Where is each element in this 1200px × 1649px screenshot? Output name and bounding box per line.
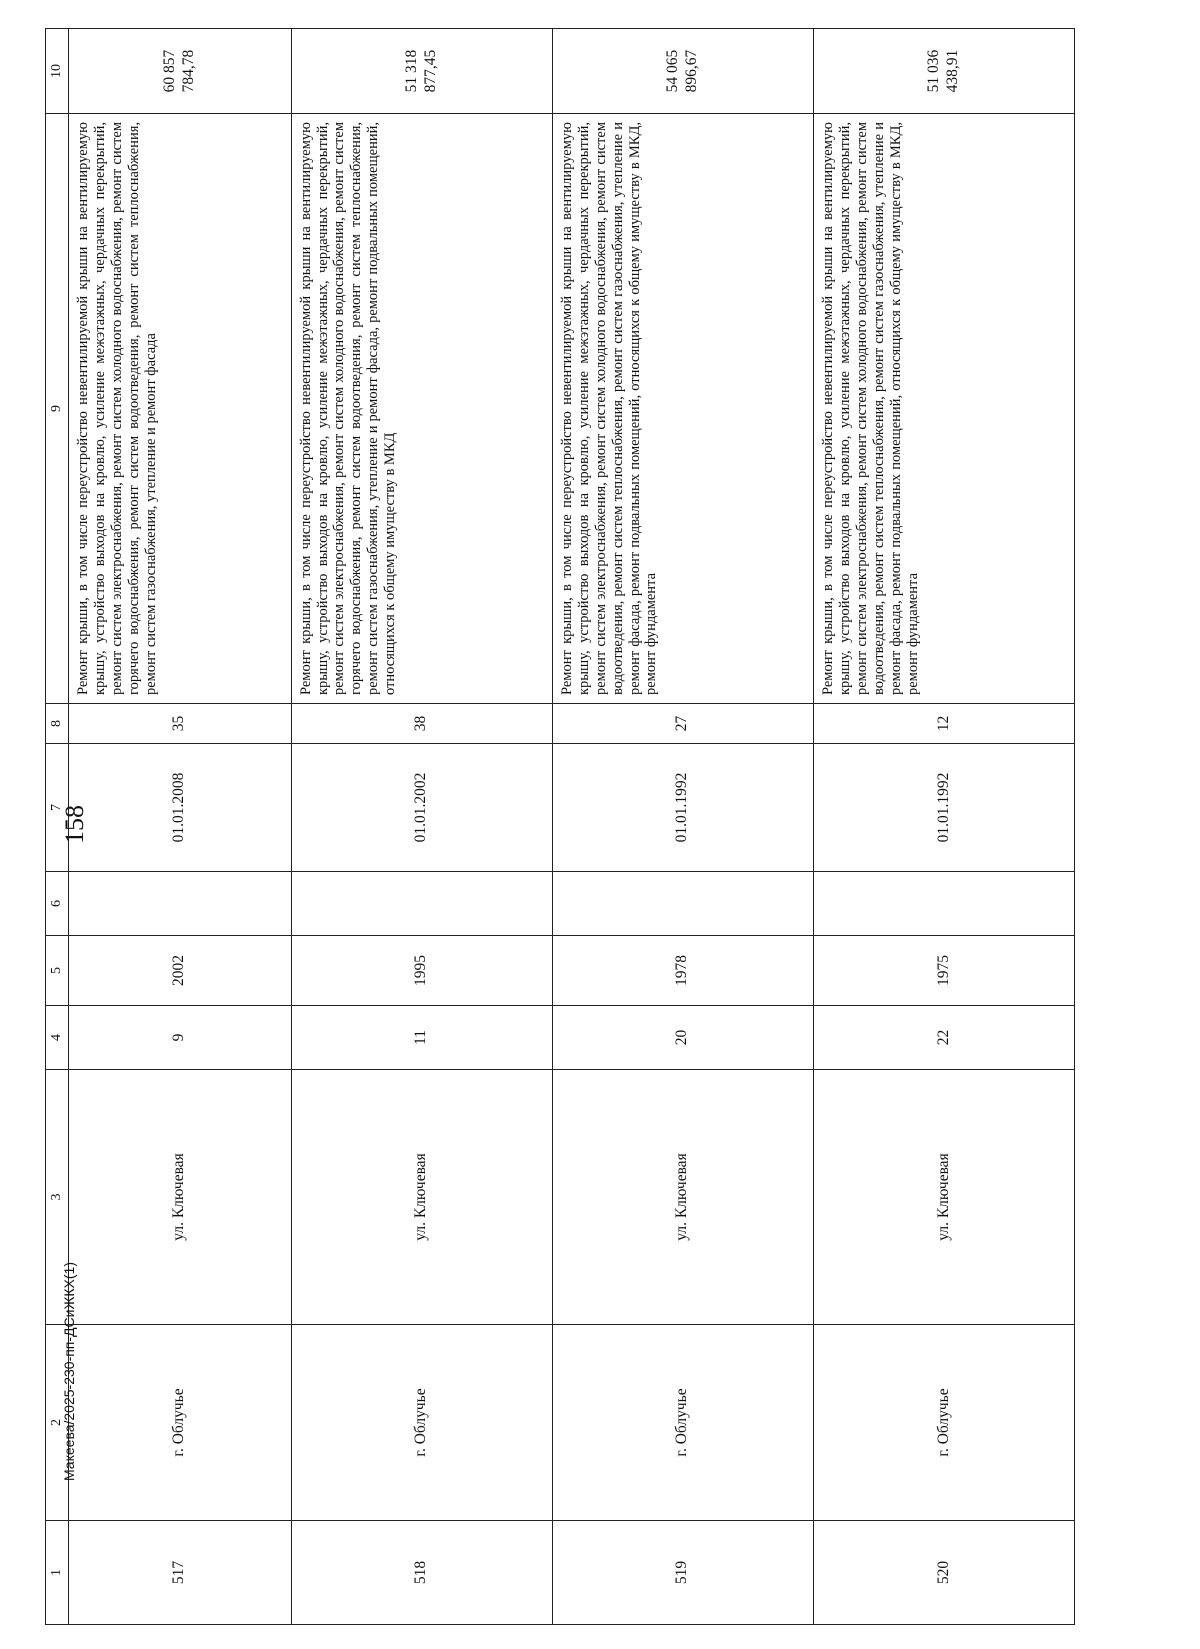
city-cell: г. Облучье: [813, 1325, 1074, 1521]
cost-cell: 60 857 784,78: [69, 29, 292, 114]
column-number-header: 1: [46, 1521, 69, 1625]
page-number: 158: [60, 805, 89, 844]
value-cell: 38: [291, 704, 552, 744]
house-number-cell: 22: [813, 1006, 1074, 1070]
column-number-header: 10: [46, 29, 69, 114]
works-description-cell: Ремонт крыши, в том числе переустройство невентилируемой крыши на вентилируемую крышу, устройство выходов на кровлю, усиление межэтажных, чердачных перекрытий, ремонт систем электроснабжения, ремонт систем холодного водоснабжения, ремонт систем горячего водоснабжения, ремонт систем водоотведения, ремонт систем теплоснабжения, ремонт систем газоснабжения, утепление и ремонт фасада, ремонт подвальных помещений, относящихся к общему имуществу в МКД: [291, 114, 552, 704]
year-cell: 1995: [291, 936, 552, 1006]
column-number-header: 7: [46, 744, 69, 872]
works-description-cell: Ремонт крыши, в том числе переустройство невентилируемой крыши на вентилируемую крышу, устройство выходов на кровлю, усиление межэтажных, чердачных перекрытий, ремонт систем электроснабжения, ремонт систем холодного водоснабжения, ремонт систем водоотведения, ремонт систем теплоснабжения, ремонт систем газоснабжения, утепление и ремонт фасада, ремонт подвальных помещений, относящихся к общему имуществу в МКД, ремонт фундамента: [552, 114, 813, 704]
table-row: [291, 29, 552, 1625]
column-number-header: 6: [46, 872, 69, 936]
year-cell: 1975: [813, 936, 1074, 1006]
house-number-cell: 9: [69, 1006, 292, 1070]
city-cell: г. Облучье: [69, 1325, 292, 1521]
year-cell: 2002: [69, 936, 292, 1006]
city-cell: г. Облучье: [291, 1325, 552, 1521]
works-description-cell: Ремонт крыши, в том числе переустройство невентилируемой крыши на вентилируемую крышу, устройство выходов на кровлю, усиление межэтажных, чердачных перекрытий, ремонт систем электроснабжения, ремонт систем холодного водоснабжения, ремонт систем водоотведения, ремонт систем теплоснабжения, ремонт систем газоснабжения, утепление и ремонт фасада, ремонт подвальных помещений, относящихся к общему имуществу в МКД, ремонт фундамента: [813, 114, 1074, 704]
table-row: [69, 29, 292, 1625]
date-cell: 01.01.1992: [813, 744, 1074, 872]
date-cell: 01.01.2002: [291, 744, 552, 872]
date-cell: 01.01.2008: [69, 744, 292, 872]
house-number-cell: 20: [552, 1006, 813, 1070]
city-cell: г. Облучье: [552, 1325, 813, 1521]
empty-cell: [813, 872, 1074, 936]
table-row: [813, 29, 1074, 1625]
cost-cell: 51 318 877,45: [291, 29, 552, 114]
street-cell: ул. Ключевая: [291, 1070, 552, 1325]
year-cell: 1978: [552, 936, 813, 1006]
value-cell: 12: [813, 704, 1074, 744]
column-number-header: 8: [46, 704, 69, 744]
empty-cell: [552, 872, 813, 936]
value-cell: 27: [552, 704, 813, 744]
row-number: 519: [552, 1521, 813, 1625]
empty-cell: [291, 872, 552, 936]
column-number-header: 9: [46, 114, 69, 704]
street-cell: ул. Ключевая: [69, 1070, 292, 1325]
works-description-cell: Ремонт крыши, в том числе переустройство невентилируемой крыши на вентилируемую крышу, устройство выходов на кровлю, усиление межэтажных, чердачных перекрытий, ремонт систем электроснабжения, ремонт систем холодного водоснабжения, ремонт систем горячего водоснабжения, ремонт систем водоотведения, ремонт систем теплоснабжения, ремонт систем газоснабжения, утепление и ремонт фасада: [69, 114, 292, 704]
row-number: 520: [813, 1521, 1074, 1625]
row-number: 518: [291, 1521, 552, 1625]
document-footer-code: Макеева/2025-230-пп-ДСиЖКХ(1): [61, 1262, 77, 1482]
column-number-header: 2: [46, 1325, 69, 1521]
street-cell: ул. Ключевая: [552, 1070, 813, 1325]
column-number-header: 5: [46, 936, 69, 1006]
date-cell: 01.01.1992: [552, 744, 813, 872]
capital-repair-table: [45, 28, 1075, 1625]
empty-cell: [69, 872, 292, 936]
value-cell: 35: [69, 704, 292, 744]
column-number-header: 4: [46, 1006, 69, 1070]
cost-cell: 54 065 896,67: [552, 29, 813, 114]
street-cell: ул. Ключевая: [813, 1070, 1074, 1325]
cost-cell: 51 036 438,91: [813, 29, 1074, 114]
house-number-cell: 11: [291, 1006, 552, 1070]
row-number: 517: [69, 1521, 292, 1625]
column-number-header: 3: [46, 1070, 69, 1325]
table-row: [552, 29, 813, 1625]
